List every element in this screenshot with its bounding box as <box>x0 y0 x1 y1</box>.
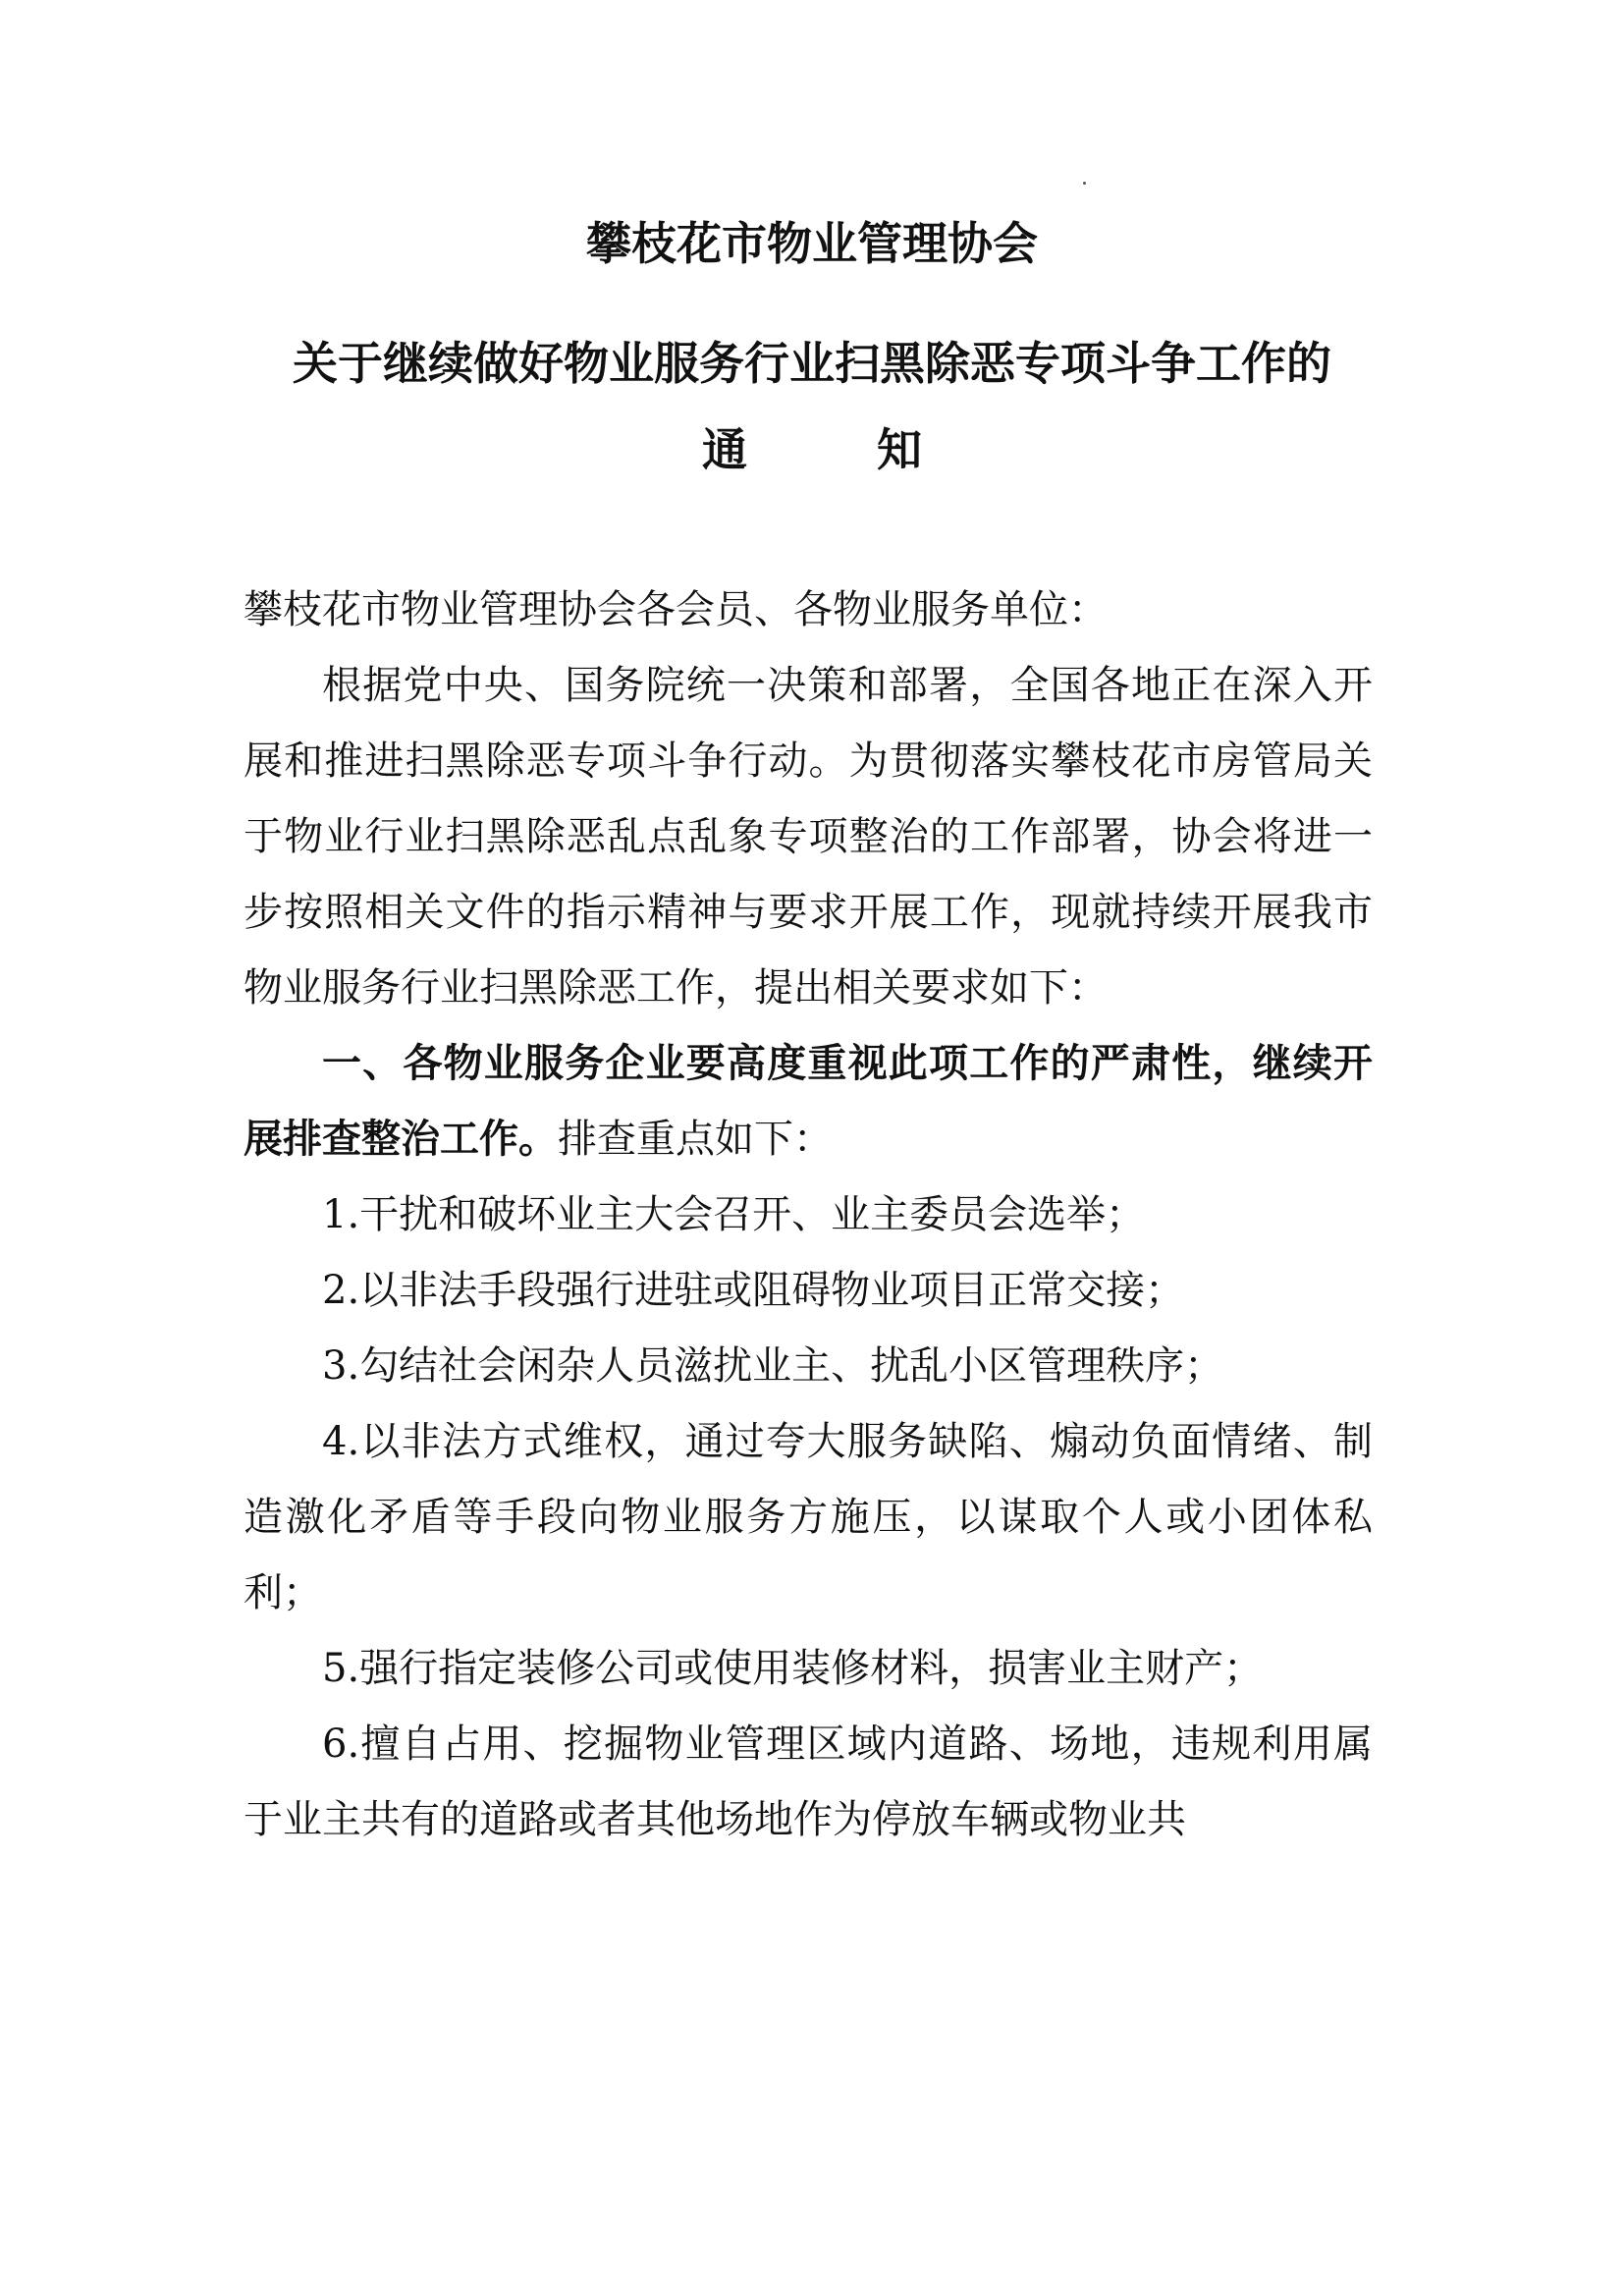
list-item: 6.擅自占用、挖掘物业管理区域内道路、场地，违规利用属于业主共有的道路或者其他场地作为停放车辆或物业共 <box>244 1722 1373 1842</box>
section-1-paragraph <box>244 1026 1373 1177</box>
title-notice: 通知 <box>702 423 1052 476</box>
list-item: 5.强行指定装修公司或使用装修材料，损害业主财产； <box>322 1646 1264 1691</box>
list-item: 1.干扰和破坏业主大会召开、业主委员会选举； <box>322 1192 1146 1237</box>
document-body <box>244 573 1373 1858</box>
list-item: 3.勾结社会闲杂人员滋扰业主、扰乱小区管理秩序； <box>322 1343 1224 1389</box>
scan-speck <box>1083 182 1086 185</box>
title-organization: 攀枝花市物业管理协会 <box>586 217 1038 270</box>
salutation: 攀枝花市物业管理协会各会员、各物业服务单位： <box>244 587 1108 632</box>
list-item: 2.以非法手段强行进驻或阻碍物业项目正常交接； <box>322 1268 1185 1313</box>
intro-paragraph: 根据党中央、国务院统一决策和部署，全国各地正在深入开展和推进扫黑除恶专项斗争行动。为贯彻落实攀枝花市房管局关于物业行业扫黑除恶乱点乱象专项整治的工作部署，协会将进一步按照相关文件的指示精神与要求开展工作，现就持续开展我市物业服务行业扫黑除恶工作，提出相关要求如下： <box>244 663 1373 1011</box>
section-1-heading: 一、各物业服务企业要高度重视此项工作的严肃性，继续开展排查整治工作。 <box>244 1041 1373 1162</box>
section-1-lead: 排查重点如下： <box>558 1117 833 1162</box>
list-item: 4.以非法方式维权，通过夸大服务缺陷、煽动负面情绪、制造激化矛盾等手段向物业服务方施压，以谋取个人或小团体私利； <box>244 1419 1373 1615</box>
title-subject: 关于继续做好物业服务行业扫黑除恶专项斗争工作的 <box>293 337 1331 390</box>
